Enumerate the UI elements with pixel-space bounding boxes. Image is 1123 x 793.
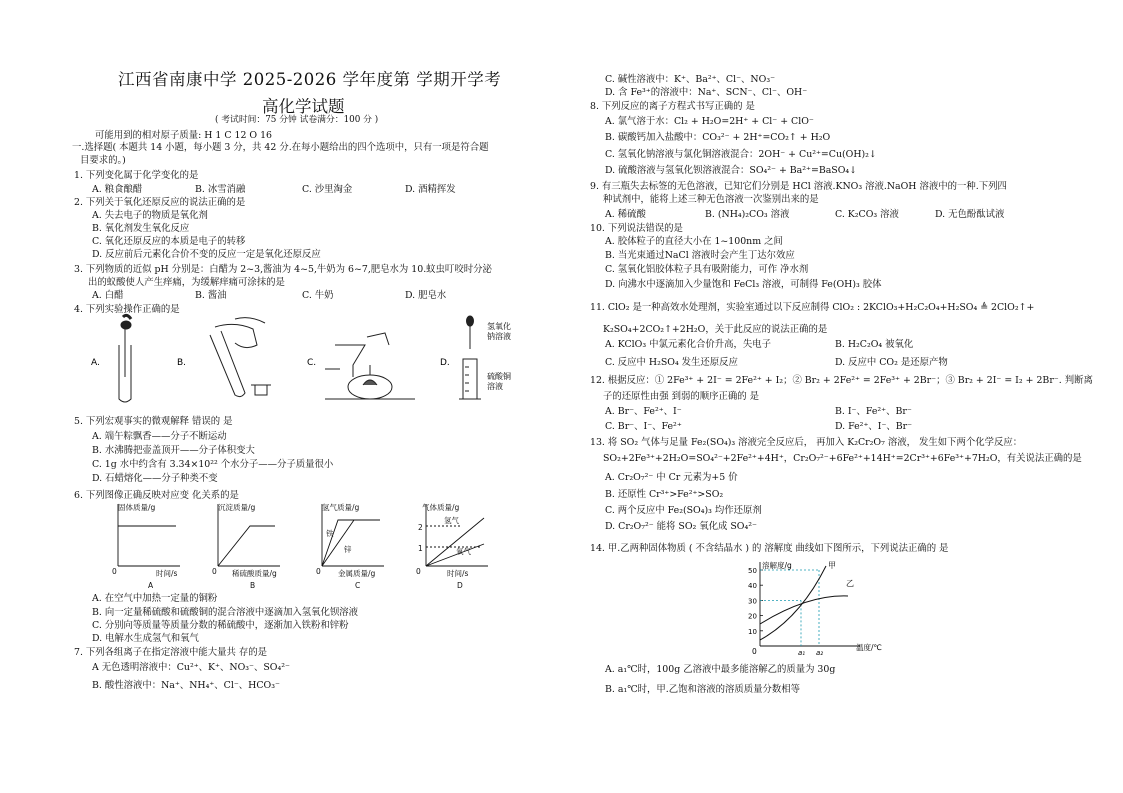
solubility-origin: 0 (752, 647, 757, 656)
q11-option-c: C. 反应中 H₂SO₄ 发生还原反应 (605, 357, 738, 368)
q6a-letter: A (148, 581, 154, 590)
q4-label-a: A. (91, 358, 100, 368)
q14-option-b: B. a₁℃时，甲.乙饱和溶液的溶质质量分数相等 (605, 684, 801, 695)
q9-option-b: B. (NH₄)₂CO₃ 溶液 (705, 209, 790, 220)
q4-label-d: D. (440, 358, 450, 368)
q2-option-d: D. 反应前后元素化合价不变的反应一定是氧化还原反应 (92, 249, 321, 260)
q13-option-c: C. 两个反应中 Fe₂(SO₄)₃ 均作还原剂 (605, 505, 762, 516)
q10-option-c: C. 氢氧化铝胶体粒子具有吸附能力，可作 净水剂 (605, 264, 809, 275)
solubility-y-tick-label-30: 30 (748, 597, 757, 606)
q6a-xlabel: 时间/s (156, 569, 178, 578)
q6-option-a: A. 在空气中加热一定量的铜粉 (92, 593, 218, 604)
q6b-zero: 0 (212, 567, 217, 576)
q6c-fe-curve (322, 520, 380, 566)
q6c-ylabel: 氢气质量/g (322, 503, 360, 512)
q11-option-a: A. KClO₃ 中氯元素化合价升高，失电子 (605, 339, 771, 350)
q6b-ylabel: 沉淀质量/g (218, 503, 256, 512)
q7-option-b: B. 酸性溶液中：Na⁺、NH₄⁺、Cl⁻、HCO₃⁻ (92, 680, 280, 691)
q2-option-c: C. 氧化还原反应的本质是电子的转移 (92, 236, 246, 247)
atomic-masses: 可能用到的相对原子质量: H 1 C 12 O 16 (95, 130, 273, 141)
q4-naoh-label-2: 钠溶液 (487, 332, 511, 341)
q10-option-a: A. 胶体粒子的直径大小在 1~100nm 之间 (605, 236, 783, 247)
q4-cuso4-label-2: 溶液 (487, 382, 503, 391)
solubility-y-tick-label-40: 40 (748, 582, 757, 591)
q1-option-b: B. 冰雪消融 (195, 184, 246, 195)
solubility-y-tick-label-20: 20 (748, 612, 757, 621)
q6b-curve (218, 526, 275, 566)
q6d-h2-curve (426, 518, 484, 566)
q7-option-d: D. 含 Fe³⁺的溶液中：Na⁺、SCN⁻、Cl⁻、OH⁻ (605, 87, 808, 98)
q6b-xlabel: 稀硫酸质量/g (232, 569, 277, 578)
q14-option-a: A. a₁℃时，100g 乙溶液中最多能溶解乙的质量为 30g (605, 664, 836, 675)
q9-stem-cont: 种试剂中，能将上述三种无色溶液一次鉴别出来的是 (603, 194, 819, 205)
q13-option-a: A. Cr₂O₇²⁻ 中 Cr 元素为+5 价 (605, 472, 738, 483)
q6d-zero: 0 (416, 567, 421, 576)
q13-option-b: B. 还原性 Cr³⁺>Fe²⁺>SO₂ (605, 489, 724, 500)
q3-stem: 3. 下列物质的近似 pH 分别是：白醋为 2~3,酱油为 4~5,牛奶为 6~7,肥皂水为 10.蚊虫叮咬时分泌 (74, 264, 492, 275)
q9-option-a: A. 稀硫酸 (605, 209, 646, 220)
q6c-zn-label: 锌 (344, 545, 352, 554)
q6c-letter: C (355, 581, 361, 590)
q11-option-d: D. 反应中 CO₂ 是还原产物 (835, 357, 948, 368)
q13-option-d: D. Cr₂O₇²⁻ 能将 SO₂ 氧化成 SO₄²⁻ (605, 521, 757, 532)
q6d-h2-label: 氢气 (444, 516, 459, 525)
q14-stem: 14. 甲.乙两种固体物质 ( 不含结晶水 ) 的 溶解度 曲线如下图所示，下列说法正确的 是 (590, 543, 949, 554)
filtration-figure (325, 333, 415, 399)
q5-option-d: D. 石蜡熔化——分子种类不变 (92, 473, 218, 484)
q6d-tick-2: 2 (418, 523, 423, 532)
q12-option-c: C. Br⁻、I⁻、Fe²⁺ (605, 421, 682, 432)
solubility-ylabel: 溶解度/g (762, 561, 792, 570)
q1-option-d: D. 酒精挥发 (405, 184, 456, 195)
q3-option-c: C. 牛奶 (302, 290, 334, 301)
q4-label-b: B. (177, 358, 187, 368)
q8-option-b: B. 碳酸钙加入盐酸中：CO₃²⁻ + 2H⁺=CO₂↑ + H₂O (605, 132, 831, 143)
q2-option-a: A. 失去电子的物质是氧化剂 (92, 210, 208, 221)
solubility-x-tick-label-1: a₂ (816, 649, 824, 657)
q11-stem: 11. ClO₂ 是一种高效水处理剂，实验室通过以下反应制得 ClO₂ : 2KClO₃+H₂C₂O₄+H₂SO₄ ≜ 2ClO₂↑+ (590, 302, 1035, 313)
q12-option-a: A. Br⁻、Fe²⁺、I⁻ (605, 406, 682, 417)
q6d-o2-label: 氧气 (456, 547, 471, 556)
q8-option-c: C. 氢氧化钠溶液与氯化铜溶液混合：2OH⁻ + Cu²⁺=Cu(OH)₂↓ (605, 149, 877, 160)
dropper-in-tube-figure (119, 315, 131, 402)
q11-option-b: B. H₂C₂O₄ 被氧化 (835, 339, 914, 350)
pouring-liquid-figure (210, 318, 271, 397)
solubility-series-label-yi: 乙 (846, 579, 854, 588)
section-heading-cont: 目要求的。) (80, 155, 126, 166)
q3-option-d: D. 肥皂水 (405, 290, 447, 301)
q6d-xlabel: 时间/s (447, 569, 469, 578)
q6a-zero: 0 (112, 567, 117, 576)
q2-stem: 2. 下列关于氧化还原反应的说法正确的是 (74, 197, 246, 208)
q3-option-a: A. 白醋 (92, 290, 124, 301)
q13-stem: 13. 将 SO₂ 气体与足量 Fe₂(SO₄)₃ 溶液完全反应后， 再加入 K₂Cr₂O₇ 溶液， 发生如下两个化学反应： (590, 437, 1023, 448)
q6b-letter: B (250, 581, 256, 590)
q5-option-b: B. 水沸腾把壶盖顶开——分子体积变大 (92, 445, 255, 456)
q10-option-d: D. 向沸水中逐滴加入少量饱和 FeCl₃ 溶液，可制得 Fe(OH)₃ 胶体 (605, 279, 882, 290)
q5-stem: 5. 下列宏观事实的微观解释 错误的 是 (74, 416, 233, 427)
q4-apparatus-figures (85, 315, 511, 405)
q8-stem: 8. 下列反应的离子方程式书写正确的 是 (590, 101, 755, 112)
q6c-xlabel: 金属质量/g (338, 569, 376, 578)
cylinder-dropper-figure (459, 316, 481, 399)
q10-stem: 10. 下列说法错误的是 (590, 223, 683, 234)
solubility-xlabel: 温度/℃ (856, 643, 882, 652)
q5-option-a: A. 端午粽飘香——分子不断运动 (92, 431, 227, 442)
q6c-fe-label: 铁 (326, 529, 334, 538)
q12-option-b: B. I⁻、Fe²⁺、Br⁻ (835, 406, 912, 417)
q12-stem-cont: 子的还原性由强 到弱的顺序正确的 是 (603, 391, 759, 402)
q3-option-b: B. 酱油 (195, 290, 227, 301)
q6c-zn-curve (322, 520, 354, 566)
exam-info: ( 考试时间：75 分钟 试卷满分：100 分 ) (215, 115, 379, 125)
q2-option-b: B. 氧化剂发生氧化反应 (92, 223, 190, 234)
solubility-y-tick-label-50: 50 (748, 567, 757, 575)
q6d-letter: D (457, 581, 463, 590)
solubility-chart (728, 558, 908, 658)
q11-stem-cont: K₂SO₄+2CO₂↑+2H₂O，关于此反应的说法正确的是 (603, 324, 828, 335)
q7-option-c: C. 碱性溶液中：K⁺、Ba²⁺、Cl⁻、NO₃⁻ (605, 74, 776, 85)
q4-stem: 4. 下列实验操作正确的是 (74, 304, 180, 315)
q6-option-d: D. 电解水生成氢气和氧气 (92, 633, 199, 644)
exam-subtitle: 高化学试题 (262, 97, 345, 116)
q9-option-d: D. 无色酚酞试液 (935, 209, 1005, 220)
q6d-tick-1: 1 (418, 544, 423, 553)
q10-option-b: B. 当光束通过NaCl 溶液时会产生丁达尔效应 (605, 250, 795, 261)
solubility-x-tick-label-0: a₁ (798, 649, 806, 657)
q1-option-c: C. 沙里淘金 (302, 184, 353, 195)
q6d-ylabel: 气体质量/g (422, 503, 460, 512)
q6-graphs (100, 500, 490, 592)
solubility-curve-jia (760, 566, 826, 640)
q6-stem: 6. 下列图像正确反映对应变 化关系的是 (74, 490, 239, 501)
q6-option-c: C. 分别向等质量等质量分数的稀硫酸中，逐渐加入铁粉和锌粉 (92, 620, 349, 631)
q6-option-b: B. 向一定量稀硫酸和硫酸铜的混合溶液中逐滴加入氢氧化钡溶液 (92, 607, 358, 618)
q3-stem-cont: 出的蚁酸使人产生痒痛，为缓解痒痛可涂抹的是 (88, 277, 285, 288)
q9-stem: 9. 有三瓶失去标签的无色溶液，已知它们分别是 HCl 溶液.KNO₃ 溶液.NaOH 溶液中的一种.下列四 (590, 181, 1007, 192)
q6c-zero: 0 (316, 567, 321, 576)
q4-label-c: C. (307, 358, 317, 368)
q7-stem: 7. 下列各组离子在指定溶液中能大量共 存的是 (74, 647, 268, 658)
q4-naoh-label: 氢氧化 (487, 322, 511, 331)
q8-option-a: A. 氯气溶于水：Cl₂ + H₂O=2H⁺ + Cl⁻ + ClO⁻ (605, 116, 814, 127)
exam-title: 江西省南康中学 2025-2026 学年度第 学期开学考 (118, 70, 502, 89)
q7-option-a: A 无色透明溶液中：Cu²⁺、K⁺、NO₃⁻、SO₄²⁻ (92, 662, 290, 673)
solubility-y-tick-label-10: 10 (748, 627, 757, 636)
q8-option-d: D. 硫酸溶液与氢氧化钡溶液混合：SO₄²⁻ + Ba²⁺=BaSO₄↓ (605, 165, 858, 176)
q6a-ylabel: 固体质量/g (118, 503, 156, 512)
q1-option-a: A. 粮食酿醋 (92, 184, 143, 195)
q9-option-c: C. K₂CO₃ 溶液 (835, 209, 899, 220)
q12-stem: 12. 根据反应：① 2Fe³⁺ + 2I⁻ = 2Fe²⁺ + I₂；② Br₂ + 2Fe²⁺ = 2Fe³⁺ + 2Br⁻；③ Br₂ + 2I⁻ = I₂ + 2Br⁻. 判断离 (590, 375, 1093, 386)
q5-option-c: C. 1g 水中约含有 3.34×10²² 个水分子——分子质量很小 (92, 459, 334, 470)
q12-option-d: D. Fe²⁺、I⁻、Br⁻ (835, 421, 913, 432)
q13-stem-cont: SO₂+2Fe³⁺+2H₂O=SO₄²⁻+2Fe²⁺+4H⁺，Cr₂O₇²⁻+6Fe²⁺+14H⁺=2Cr³⁺+6Fe³⁺+7H₂O，有关说法正确的是 (603, 453, 1082, 464)
q1-stem: 1. 下列变化属于化学变化的是 (74, 170, 199, 181)
q4-cuso4-label: 硫酸铜 (487, 372, 511, 381)
solubility-series-label-jia: 甲 (828, 561, 836, 570)
section-heading: 一.选择题( 本题共 14 小题，每小题 3 分，共 42 分.在每小题给出的四个选项中，只有一项是符合题 (72, 142, 489, 153)
